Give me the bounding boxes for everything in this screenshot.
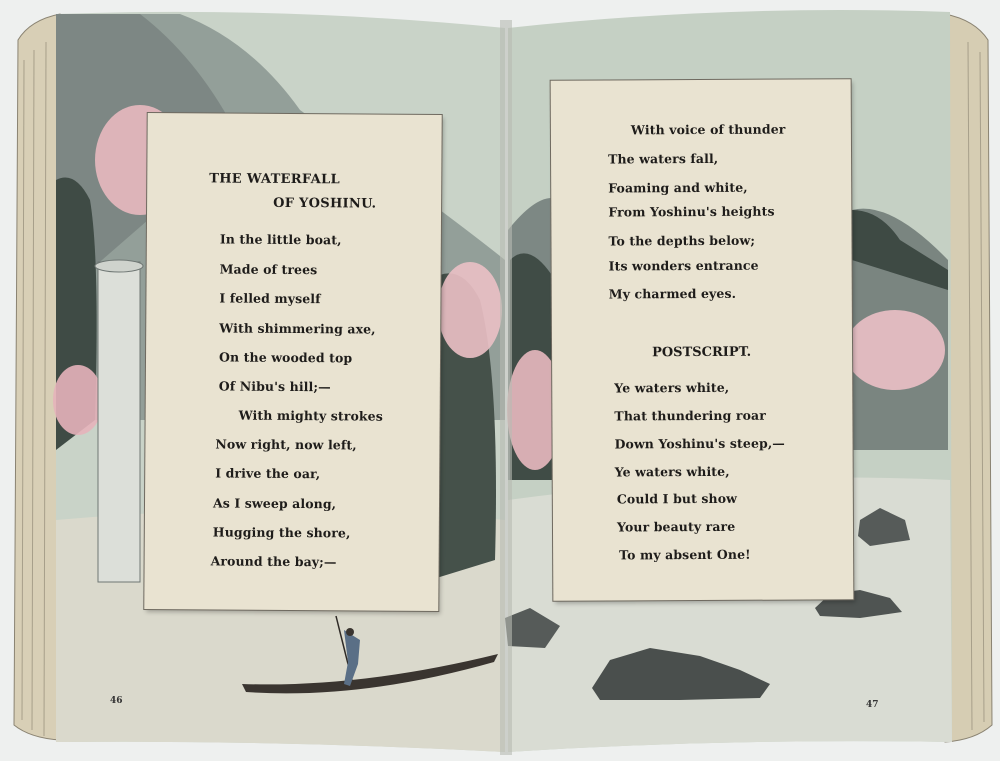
verse-line: My charmed eyes. xyxy=(608,285,737,302)
right-text-card xyxy=(551,79,854,601)
verse-line: On the wooded top xyxy=(218,349,353,366)
verse-line: With mighty strokes xyxy=(238,407,383,424)
verse-line: Of Nibu's hill;— xyxy=(218,378,331,395)
postscript-line: Ye waters white, xyxy=(614,463,730,480)
postscript-line: Down Yoshinu's steep,— xyxy=(614,435,785,452)
verse-line: Around the bay;— xyxy=(210,553,337,570)
verse-line: With voice of thunder xyxy=(630,121,786,138)
waterfall-pillar xyxy=(98,262,140,582)
left-page-number: 46 xyxy=(110,696,123,706)
left-text-card xyxy=(144,113,441,611)
postscript-line: Your beauty rare xyxy=(616,518,736,535)
postscript-line: Ye waters white, xyxy=(614,379,730,396)
postscript-line: That thundering roar xyxy=(614,407,766,424)
verse-line: Now right, now left, xyxy=(215,436,357,453)
verse-line: The waters fall, xyxy=(608,150,719,167)
verse-line: Foaming and white, xyxy=(608,179,748,196)
verse-line: I felled myself xyxy=(219,290,321,307)
postscript-line: Could I but show xyxy=(616,490,738,507)
left-page-edges xyxy=(14,14,60,740)
verse-line: Made of trees xyxy=(219,261,318,278)
postscript-line: To my absent One! xyxy=(619,546,751,563)
verse-line: As I sweep along, xyxy=(212,495,337,512)
right-page-number: 47 xyxy=(866,700,879,710)
verse-line: I drive the oar, xyxy=(215,465,321,482)
verse-line: Hugging the shore, xyxy=(212,524,351,541)
poem-title-line1: THE WATERFALL xyxy=(209,171,340,188)
verse-line: From Yoshinu's heights xyxy=(608,203,775,220)
verse-line: To the depths below; xyxy=(608,232,756,249)
postscript-heading: POSTSCRIPT. xyxy=(652,344,752,361)
book-spine xyxy=(500,20,512,755)
poem-title-line2: OF YOSHINU. xyxy=(273,195,377,212)
verse-line: Its wonders entrance xyxy=(608,257,759,274)
verse-line: In the little boat, xyxy=(219,231,342,248)
verse-line: With shimmering axe, xyxy=(219,320,376,337)
